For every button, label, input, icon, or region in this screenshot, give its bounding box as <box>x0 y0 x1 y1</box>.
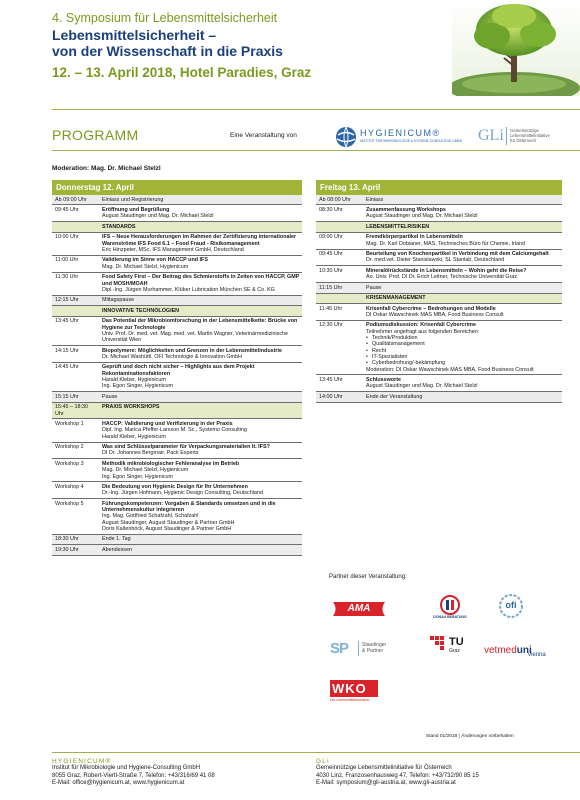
gli-sub-1: Gemeinnützige <box>510 128 539 133</box>
section-row <box>52 222 302 232</box>
gli-sub-3: für Österreich <box>510 138 537 143</box>
sp-divider <box>358 641 359 656</box>
schedule-row <box>52 459 302 482</box>
row-detail: Ing. Egon Singer, Hygienicum <box>102 473 174 480</box>
row-time: 11:00 Uhr <box>55 257 79 264</box>
vetmed-uni-text: uni <box>516 645 532 656</box>
row-detail: Dipl. Ing. Marica Pfeffer-Larsson M. Sc., Systemo Consulting <box>102 427 247 434</box>
row-time: Workshop 1 <box>55 421 84 428</box>
sp-name-1: Staudinger <box>362 642 387 648</box>
row-time: Workshop 5 <box>55 500 84 507</box>
schedule-row <box>316 304 562 321</box>
donau-beratung-logo <box>430 595 470 625</box>
row-detail: August Staudinger, August Staudinger & Partner GmbH <box>102 519 235 526</box>
row-content <box>100 346 302 362</box>
schedule-row <box>316 205 562 222</box>
day2-rows <box>316 195 562 403</box>
schedule-row <box>52 535 302 545</box>
row-bullet: • Cyberbedrohung/-bekämpfung <box>366 360 560 366</box>
schedule-row <box>52 346 302 363</box>
row-time: Ab 08:00 Uhr <box>319 196 351 203</box>
schedule-row <box>316 233 562 250</box>
footer-hygienicum-line1: Institut für Mikrobiologie und Hygiene-Consulting GmbH <box>52 765 201 772</box>
row-detail: Dr. med.vet. Dieter Stanislawski, SL Stanlab, Deutschland <box>366 257 505 264</box>
row-detail: Eric Hinzpeter, MSc, IFS Management GmbH, Deutschland <box>102 246 244 253</box>
schedule-row <box>52 256 302 273</box>
day2-column <box>316 180 562 403</box>
schedule-row <box>52 233 302 256</box>
sp-name <box>362 642 386 654</box>
row-detail: DI Dr. Johannes Bergmair, Pack Experts <box>102 450 199 457</box>
row-title: Krisenfall Cybercrime – Bedrohungen und Modelle <box>366 305 496 312</box>
schedule-row <box>52 363 302 392</box>
row-content <box>100 403 302 419</box>
row-content <box>364 222 562 231</box>
row-content <box>100 499 302 534</box>
symposium-title: 4. Symposium für Lebensmittelsicherheit <box>52 11 278 25</box>
footer-hygienicum <box>52 758 215 787</box>
gli-sub-2: Lebensmittelinitiative <box>510 133 550 138</box>
row-time: 12:15 Uhr <box>55 297 79 304</box>
row-content <box>100 296 302 305</box>
row-time: 14:00 Uhr <box>319 393 343 400</box>
row-title: Food Safety First – Der Beitrag des Schmierstoffs in Zeiten von HACCP, GMP und MOSH/MOAH <box>102 274 300 287</box>
row-time: 15:45 – 18:30 Uhr <box>55 404 88 417</box>
schedule-row <box>52 296 302 306</box>
schedule-row <box>52 443 302 460</box>
section-row <box>52 403 302 420</box>
row-detail: DI Oskar Wawschinek MAS MBA, Food Business Consult <box>366 311 504 318</box>
section-row <box>316 294 562 304</box>
row-title: Validierung im Sinne von HACCP und IFS <box>102 257 208 264</box>
row-detail: Dr. Michael Washüttl, OFI Technologie & Innovation GmbH <box>102 353 242 360</box>
row-content <box>100 392 302 401</box>
row-content <box>364 375 562 391</box>
row-time: 11:30 Uhr <box>55 274 79 281</box>
ofi-text: ofi <box>505 600 517 610</box>
schedule-row <box>52 482 302 499</box>
row-bullet: • Technik/Produktion <box>366 335 560 341</box>
row-bullet: • Recht <box>366 348 560 354</box>
day1-rows <box>52 195 302 556</box>
row-time: 09:45 Uhr <box>55 207 79 214</box>
row-content <box>100 459 302 481</box>
row-title: PRAXIS WORKSHOPS <box>102 404 160 411</box>
row-detail: August Staudinger und Mag. Dr. Michael Stelzl <box>366 383 478 390</box>
row-content <box>100 482 302 498</box>
header <box>0 0 580 116</box>
footer-gli-line2: 4030 Linz, Franzosenhausweg 47, Telefon: +43/732/90 85 15 <box>316 772 479 779</box>
schedule-row <box>52 499 302 535</box>
footer-gli-contact[interactable]: E-Mail: symposium@gli-austria.at, www.gli-austria.at <box>316 779 456 786</box>
schedule-row <box>316 283 562 293</box>
row-time <box>316 294 364 303</box>
schedule-row <box>52 545 302 555</box>
row-content <box>364 283 562 292</box>
row-content <box>100 535 302 544</box>
footer-hygienicum-contact[interactable]: E-Mail: office@hygienicum.at, www.hygienicum.at <box>52 779 185 786</box>
row-detail: Harald Kleber, Hygienicum <box>102 433 166 440</box>
row-content <box>100 363 302 391</box>
row-detail: Doris Kaltenböck, August Staudinger & Partner GmbH <box>102 525 232 532</box>
schedule-row <box>316 392 562 402</box>
gli-divider <box>506 127 507 145</box>
hygienicum-name: HYGIENICUM® <box>360 128 441 138</box>
schedule-row <box>52 273 302 296</box>
row-detail: Mag. Dr. Karl Dobianer, MAS, Technisches Büro für Chemie, Irland <box>366 240 525 247</box>
row-detail: Teilnehmer angefragt aus folgenden Bereichen: <box>366 328 480 335</box>
partners-title: Partner dieser Veranstaltung: <box>329 574 407 580</box>
row-bullet: • IT-Spezialisten <box>366 354 560 360</box>
document-status: Stand 01/2018 | Änderungen vorbehalten <box>426 734 514 739</box>
row-time: 09:00 Uhr <box>319 234 343 241</box>
vetmeduni-logo <box>484 640 562 664</box>
row-bullet: • Qualitätsmanagement <box>366 341 560 347</box>
row-content <box>100 306 302 315</box>
tree-globe-icon <box>452 0 580 96</box>
section-row <box>52 306 302 316</box>
row-time: 14:15 Uhr <box>55 347 79 354</box>
row-title: HACCP: Validierung und Verifizierung in der Praxis <box>102 421 233 428</box>
vetmed-vienna-text: vienna <box>528 652 546 658</box>
donau-beratung-text: DONAU BERATUNG <box>433 615 467 619</box>
footer-gli <box>316 758 479 787</box>
donau-beratung-mark-icon <box>440 595 460 615</box>
row-time: 13:45 Uhr <box>319 377 343 383</box>
row-time: 14:45 Uhr <box>55 364 79 371</box>
row-content <box>100 233 302 255</box>
row-content <box>364 392 562 401</box>
title-line-2: von der Wissenschaft in die Praxis <box>52 43 283 59</box>
row-time <box>52 222 100 231</box>
row-detail: Pause <box>102 393 118 400</box>
staudinger-partner-logo <box>330 640 396 660</box>
row-title: KRISENMANAGEMENT <box>366 295 426 302</box>
row-title: INNOVATIVE TECHNOLOGIEN <box>102 307 180 314</box>
row-detail: Abendessen <box>102 546 132 553</box>
row-time <box>52 306 100 315</box>
sp-mark: SP <box>330 640 349 657</box>
sp-name-2: & Partner <box>362 648 384 654</box>
row-content <box>100 195 302 204</box>
row-content <box>100 443 302 459</box>
row-content <box>364 205 562 221</box>
row-detail: Pause <box>366 284 382 291</box>
row-content <box>364 250 562 266</box>
row-content <box>100 317 302 345</box>
footer-hygienicum-line2: 8055 Graz, Robert-Viertl-Straße 7, Telefon: +43/316/69 41 08 <box>52 772 215 779</box>
row-title: Mineralölrückstände in Lebensmitteln – Wohin geht die Reise? <box>366 267 527 274</box>
wko-sub-text: Die Lebensmittelindustrie <box>330 698 370 702</box>
hygienicum-subtitle: INSTITUT FÜR MIKROBIOLOGIE & HYGIENE-CONSULTING GMBH <box>360 139 463 143</box>
row-content <box>364 304 562 320</box>
row-time <box>316 222 364 231</box>
row-detail: Dr.-Ing. Jürgen Hofmann, Hygienic Design Consulting, Deutschland <box>102 490 263 497</box>
row-detail: Harald Kleber, Hygienicum <box>102 377 166 383</box>
organizer-label: Eine Veranstaltung von <box>230 132 297 139</box>
row-title: Methodik mikrobiologischer Fehleranalyse im Betrieb <box>102 460 240 467</box>
schedule-row <box>316 266 562 283</box>
row-content <box>100 256 302 272</box>
row-title: Geprüft und doch nicht sicher – Highlights aus dem Projekt Rekontaminationsfaktoren <box>102 364 255 377</box>
schedule-row <box>52 317 302 346</box>
day1-column <box>52 180 302 556</box>
row-time: 11:45 Uhr <box>319 305 343 312</box>
program-divider <box>52 150 580 151</box>
schedule-row <box>52 419 302 442</box>
ama-logo <box>330 598 388 620</box>
footer-hygienicum-name: HYGIENICUM® <box>52 758 112 765</box>
schedule-row <box>52 195 302 205</box>
row-time: Workshop 3 <box>55 460 84 467</box>
row-detail: Univ. Prof. Dr. med. vet. Mag. med. vet. Martin Wagner, Veterinärmedizinische Universität Wien <box>102 330 289 344</box>
row-detail: Ing. Mag. Gottfried Schafzahl, Schafzahl <box>102 513 199 520</box>
gli-logo <box>478 127 578 147</box>
row-content <box>364 266 562 282</box>
row-time: 13:45 Uhr <box>55 318 79 325</box>
row-title: IFS – Neue Herausforderungen im Rahmen der Zertifizierung internationaler Warenströme IFS Food 6.1 – Food Fraud - Risikomanagement <box>102 234 297 247</box>
row-title: Führungskompetenzen: Vorgaben & Standards umsetzen und in die Unternehmenskultur integrieren <box>102 500 276 514</box>
row-content <box>364 294 562 303</box>
hygienicum-logo <box>335 126 465 148</box>
row-title: STANDARDS <box>102 223 136 230</box>
row-time: 15:15 Uhr <box>55 393 79 400</box>
program-title: PROGRAMM <box>52 127 139 143</box>
row-title: LEBENSMITTELRISIKEN <box>366 223 430 230</box>
header-divider <box>52 109 580 110</box>
row-time: 18:30 Uhr <box>55 536 79 543</box>
date-place: 12. – 13. April 2018, Hotel Paradies, Graz <box>52 65 312 80</box>
moderation: Moderation: Mag. Dr. Michael Stelzl <box>52 165 161 172</box>
row-time: 19:30 Uhr <box>55 546 79 553</box>
row-time: Workshop 4 <box>55 483 84 490</box>
schedule-row <box>316 375 562 392</box>
row-detail: August Staudinger und Mag. Dr. Michael Stelzl <box>102 213 214 220</box>
page-title <box>52 27 283 59</box>
tu-text: TU <box>449 636 464 648</box>
row-detail: Mag. Dr. Michael Stelzl, Hygienicum <box>102 467 189 474</box>
row-time: 12:30 Uhr <box>319 322 343 329</box>
row-title: Die Bedeutung von Hygienic Design für Ihr Unternehmen <box>102 483 248 490</box>
row-content <box>364 195 562 204</box>
row-content <box>100 273 302 295</box>
row-detail: Moderation: DI Oskar Wawschinek MAS MBA, Food Business Consult <box>366 366 534 373</box>
row-detail: Mittagspause <box>102 297 135 304</box>
row-content <box>100 419 302 441</box>
row-title: Das Potential der Mikrobiomforschung in der Lebensmittelkette: Brücke von Hygiene zur Technologie <box>102 318 298 331</box>
row-time: 11:15 Uhr <box>319 284 343 291</box>
row-detail: Ing. Egon Singer, Hygienicum <box>102 383 174 390</box>
row-title: Eröffnung und Begrüßung <box>102 207 170 214</box>
section-row <box>316 222 562 232</box>
row-content <box>364 233 562 249</box>
schedule-row <box>316 195 562 205</box>
row-time: 10:30 Uhr <box>319 267 343 274</box>
footer-gli-name: GLi <box>316 758 330 765</box>
row-title: Fremdkörperpartikel in Lebensmitteln <box>366 234 463 241</box>
wko-text: WKO <box>332 681 367 696</box>
row-detail: August Staudinger und Mag. Dr. Michael Stelzl <box>366 213 478 220</box>
ama-text: AMA <box>347 603 371 614</box>
row-detail: Ao. Univ. Prof. DI Dr. Erich Leitner, Technische Universität Graz <box>366 274 518 281</box>
day2-title: Freitag 13. April <box>316 180 562 195</box>
schedule-row <box>52 392 302 402</box>
row-detail: Einlass <box>366 196 384 203</box>
tu-sub-text: Graz <box>449 648 460 654</box>
gli-subtitle <box>510 128 550 143</box>
ofi-logo <box>499 594 523 618</box>
hygienicum-globe-icon <box>335 126 357 148</box>
schedule-row <box>316 250 562 267</box>
row-time: 10:00 Uhr <box>55 234 79 241</box>
row-content <box>100 222 302 231</box>
schedule-row <box>316 321 562 376</box>
row-title: Biopolymere: Möglichkeiten und Grenzen in der Lebensmittelindustrie <box>102 347 283 354</box>
row-title: Podiumsdiskussion: Krisenfall Cybercrime <box>366 322 476 329</box>
vetmed-text: vetmed <box>484 645 517 656</box>
footer-gli-line1: Gemeinnützige Lebensmittelinitiative für Österreich <box>316 765 452 772</box>
row-time: 08:30 Uhr <box>319 207 343 214</box>
row-time: 09:45 Uhr <box>319 251 343 258</box>
row-title: Was sind Schlüsselparameter für Verpackungsmaterialien lt. IFS? <box>102 444 270 451</box>
row-content <box>100 545 302 554</box>
row-time: Workshop 2 <box>55 444 84 451</box>
row-content <box>100 205 302 221</box>
row-detail: Dipl.-Ing. Jürgen Murhammer, Klüber Lubrication München SE & Co. KG <box>102 286 275 293</box>
row-title: Zusammenfassung Workshops <box>366 207 446 214</box>
row-detail: Einlass und Registrierung <box>102 196 164 203</box>
wko-logo <box>330 680 384 706</box>
row-title: Beurteilung von Knochenpartikel in Verbindung mit dem Calciumgehalt <box>366 251 549 258</box>
schedule-row <box>52 205 302 222</box>
row-detail: Mag. Dr. Michael Stelzl, Hygienicum <box>102 263 189 270</box>
footer-divider <box>52 752 580 753</box>
row-content <box>364 321 562 375</box>
tu-graz-logo <box>430 636 476 662</box>
row-time: Ab 09:00 Uhr <box>55 196 87 203</box>
gli-name: GLi <box>478 127 504 144</box>
day1-title: Donnerstag 12. April <box>52 180 302 195</box>
row-detail: Ende der Veranstaltung <box>366 393 423 400</box>
row-detail: Ende 1. Tag <box>102 536 131 543</box>
row-title: Schlussworte <box>366 377 402 383</box>
tu-graz-mark-icon <box>430 636 448 654</box>
title-line-1: Lebensmittelsicherheit – <box>52 27 217 43</box>
